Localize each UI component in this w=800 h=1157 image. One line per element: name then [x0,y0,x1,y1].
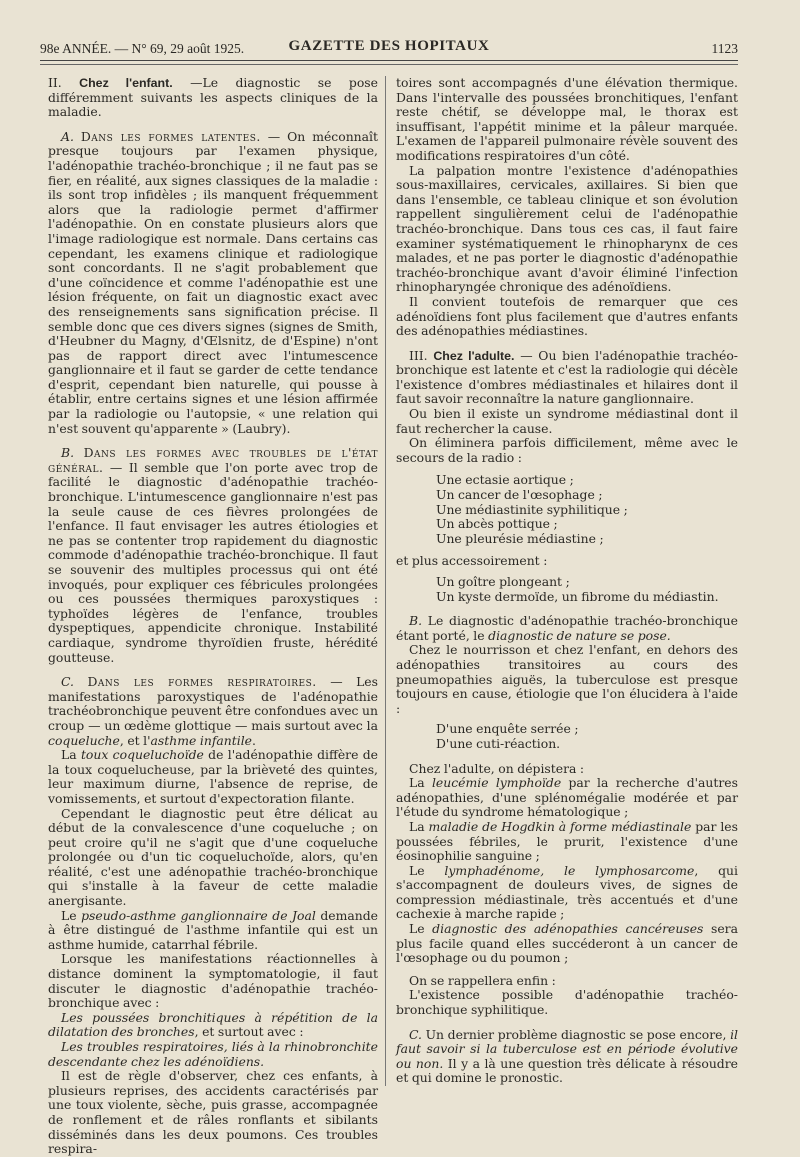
list-item: Un cancer de l'œsophage ; [436,487,603,503]
right-paragraph-10: Chez le nourrisson et chez l'enfant, en dehors des adénopathies transitoires au cours des pneumopathies aiguës, la tuberculose est presque toujours en cause, étiologie que l'on élucidera à l'aide : [396,642,738,716]
left-paragraph-4: La toux coqueluchoïde de l'adénopathie diffère de la toux coquelucheuse, par la brièveté des quintes, leur maximum diurne, l'absence de reprise, de vomissements, et surtout d'expectoration filante. [48,747,378,806]
right-list-11 [396,722,738,751]
right-paragraph-3: III. Chez l'adulte. — Ou bien l'adénopathie trachéo-bronchique est latente et c'est la radiologie qui décèle l'existence d'ombres médiastinales et hilaires dont il faut savoir reconnaître la nature ganglionnaire. [396,347,738,407]
right-paragraph-12: Chez l'adulte, on dépistera : [409,760,585,776]
left-paragraph-0: II. Chez l'enfant. —Le diagnostic se pose différemment suivants les aspects cliniques de la maladie. [48,75,378,120]
left-paragraph-1: A. Dans les formes latentes. — On méconnaît presque toujours par l'examen physique, l'adénopathie trachéo-bronchique ; il ne faut pas se fier, en réalité, aux signes classiques de la maladie : ils sont trop infidèles ; ils manquent fréquemment alors que la radiologie permet d'affirmer l'adénopathie. On en constate plusieurs alors que l'image radiologique est normale. Dans certains cas cependant, les examens clinique et radiologique sont concordants. Il ne s'agit probablement que d'une coïncidence et comme l'adénopathie est une lésion fréquente, on fait un diagnostic exact avec des renseignements sans signification précise. Il semble donc que ces divers signes (signes de Smith, d'Heubner du Magny, d'Œlsnitz, de d'Espine) n'ont pas de rapport direct avec l'intumescence ganglionnaire et il faut se garder de cette tendance d'esprit, cependant bien naturelle, qui pousse à établir, entre certains signes et une lésion affirmée par la radiologie ou l'autopsie, « une relation qui n'est souvent qu'apparente » (Laubry). [48,128,378,436]
issue-info: 98e ANNÉE. — N° 69, 29 août 1925. [40,41,245,56]
list-item: D'une enquête serrée ; [436,721,579,737]
list-item: Une médiastinite syphilitique ; [436,501,628,517]
right-paragraph-18: L'existence possible d'adénopathie trachéo-bronchique syphilitique. [396,987,738,1018]
left-column [48,76,378,1157]
left-paragraph-2: B. Dans les formes avec troubles de l'état général. — Il semble que l'on porte avec trop de facilité le diagnostic d'adénopathie trachéo-bronchique. L'intumescence ganglionnaire n'est pas la seule cause de ces fièvres prolongées de l'enfance. Il faut envisager les autres étiologies et ne pas se contenter trop rapidement du diagnostic commode d'adénopathie trachéo-bronchique. Il faut se souvenir des multiples processus qui ont été invoqués, pour expliquer ces fébricules prolongées ou ces poussées thermiques paroxystiques : typhoïdes légères de l'enfance, troubles dyspeptiques, appendicite chronique. Instabilité cardiaque, syndrome thyroïdien fruste, hérédité goutteuse. [48,445,378,665]
list-item: Une pleurésie médiastine ; [436,530,604,546]
right-paragraph-5: On éliminera parfois difficilement, même avec le secours de la radio : [396,435,738,465]
header-rule [40,60,738,61]
left-paragraph-10: Il est de règle d'observer, chez ces enfants, à plusieurs reprises, des accidents caractérisés par une toux violente, sèche, puis grasse, accompagnée de ronflement et de râles ronflants et sibilants disséminés dans les deux poumons. Ces troubles respira- [48,1068,378,1157]
left-paragraph-8: Les poussées bronchitiques à répétition de la dilatation des bronches, et surtout avec : [48,1009,378,1040]
list-item: Une ectasie aortique ; [436,472,574,488]
right-paragraph-4: Ou bien il existe un syndrome médiastinal dont il faut rechercher la cause. [396,406,738,436]
right-paragraph-15: Le lymphadénome, le lymphosarcome, qui s'accompagnent de douleurs vives, de signes de compression médiastinale, très accentués et d'une cachexie à marche rapide ; [396,862,738,922]
list-item: Un kyste dermoïde, un fibrome du médiastin. [436,588,719,604]
right-list-6 [396,473,738,546]
right-paragraph-9: B. Le diagnostic d'adénopathie trachéo-bronchique étant porté, le diagnostic de nature se pose. [396,613,738,643]
left-paragraph-5: Cependant le diagnostic peut être délicat au début de la convalescence d'une coqueluche ; on peut croire qu'il ne s'agit que d'une coqueluche prolongée ou d'un tic coqueluchoïde, alors, qu'en réalité, c'est une adénopathie trachéo-bronchique qui s'installe à la faveur de cette maladie anergisante. [48,805,378,909]
right-paragraph-1: La palpation montre l'existence d'adénopathies sous-maxillaires, cervicales, axillaires. Si bien que dans l'ensemble, ce tableau clinique et son évolution rappellent singulièrement celui de l'adénopathie trachéo-bronchique. Dans tous ces cas, il faut faire examiner systématiquement le rhinopharynx de ces malades, et ne pas porter le diagnostic d'adénopathie trachéo-bronchique avant d'avoir éliminé l'infection rhinopharyngée chronique des adénoïdiens. [396,162,738,295]
right-paragraph-19: C. Un dernier problème diagnostic se pose encore, il faut savoir si la tuberculose est en période évolutive ou non. Il y a là une question très délicate à résoudre et qui domine le pronostic. [396,1026,738,1086]
right-paragraph-13: La leucémie lymphoïde par la recherche d'autres adénopathies, d'une splénomégalie modérée et par l'étude du syndrome hématologique ; [396,775,738,820]
right-paragraph-17: On se rappellera enfin : [409,972,556,988]
right-paragraph-7: et plus accessoirement : [396,553,548,569]
left-paragraph-7: Lorsque les manifestations réactionnelles à distance dominent la symptomatologie, il faut discuter le diagnostic d'adénopathie trachéo-bronchique avec : [48,951,378,1011]
right-paragraph-16: Le diagnostic des adénopathies cancéreuses sera plus facile quand elles succéderont à un cancer de l'œsophage ou du poumon ; [396,921,738,966]
list-item: D'une cuti-réaction. [436,735,561,751]
list-item: Un abcès pottique ; [436,516,558,532]
page-header [40,38,738,60]
right-paragraph-0: toires sont accompagnés d'une élévation thermique. Dans l'intervalle des poussées bronchitiques, l'enfant reste chétif, se développe mal, le thorax est insuffisant, l'appétit minime et la pâleur marquée. L'examen de l'appareil pulmonaire révèle souvent des modifications respiratoires d'un côté. [396,75,738,163]
column-divider [385,76,386,1086]
right-paragraph-2: Il convient toutefois de remarquer que ces adénoïdiens font plus facilement que d'autres enfants des adénopathies médiastines. [396,293,738,339]
right-list-8 [396,575,738,604]
journal-title: GAZETTE DES HOPITAUX [288,38,490,54]
right-column [396,76,738,1086]
right-paragraph-14: La maladie de Hogdkin à forme médiastinale par les poussées fébriles, le prurit, l'existence d'une éosinophilie sanguine ; [396,818,738,864]
header-rule-double [40,64,738,65]
left-paragraph-6: Le pseudo-asthme ganglionnaire de Joal demande à être distingué de l'asthme infantile qui est un asthme humide, catarrhal fébrile. [48,907,378,952]
page-number: 1123 [711,41,738,56]
list-item: Un goître plongeant ; [436,574,570,589]
left-paragraph-9: Les troubles respiratoires, liés à la rhinobronchite descendante chez les adénoïdiens. [48,1039,378,1069]
left-paragraph-3: C. Dans les formes respiratoires. — Les manifestations paroxystiques de l'adénopathie trachéobronchique peuvent être confondues avec un croup — un œdème glottique — mais surtout avec la coqueluche, et l'asthme infantile. [48,674,378,748]
